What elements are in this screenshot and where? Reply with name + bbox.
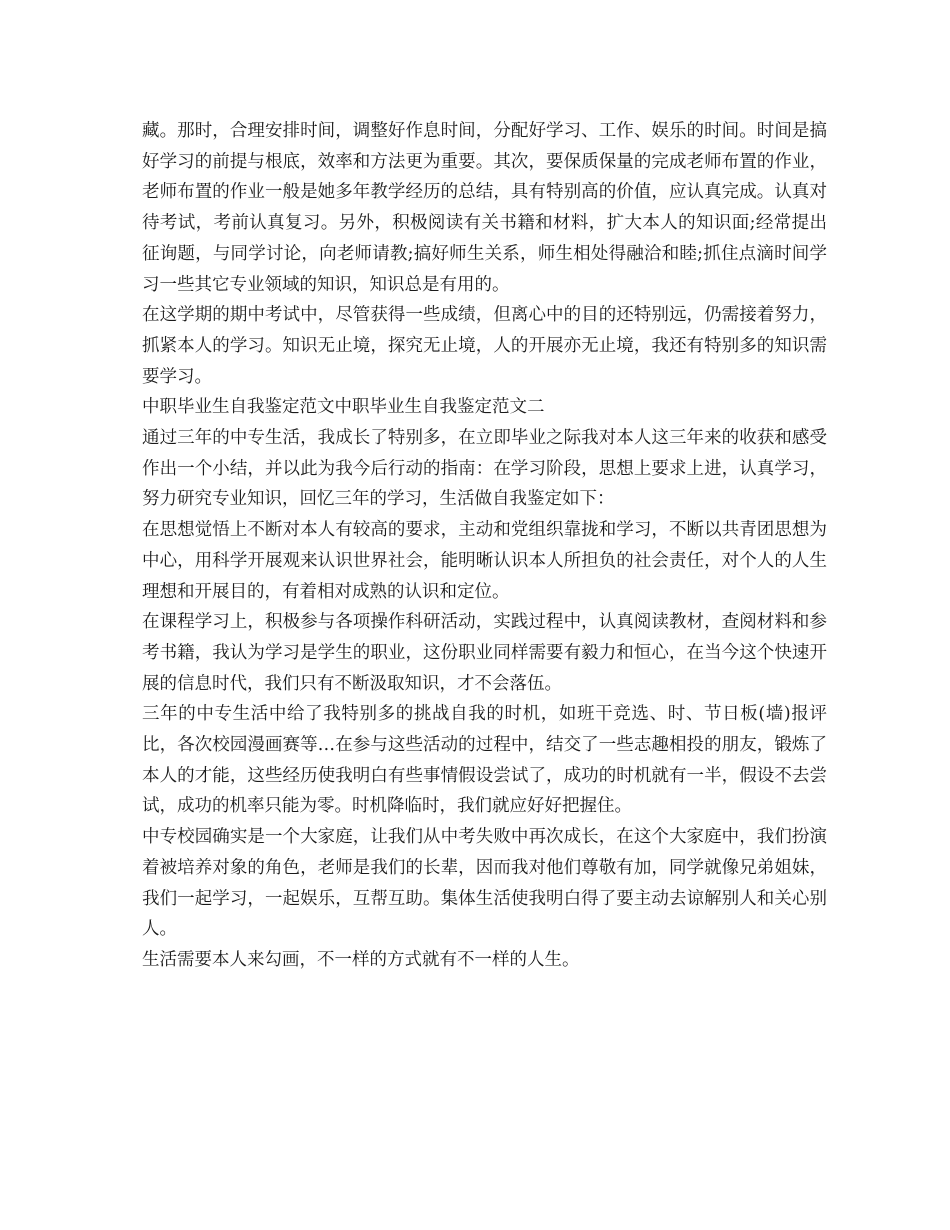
- paragraph-closing: 生活需要本人来勾画，不一样的方式就有不一样的人生。: [142, 949, 580, 970]
- paragraph-midterm-exam: 在这学期的期中考试中，尽管获得一些成绩，但离心中的目的还特别远，仍需接着努力，抓紧本人的学习。知识无止境，探究无止境，人的开展亦无止境，我还有特别多的知识需要学习。: [142, 305, 827, 387]
- paragraph-time-management: 藏。那时，合理安排时间，调整好作息时间，分配好学习、工作、娱乐的时间。时间是搞好学习的前提与根底，效率和方法更为重要。其次，要保质保量的完成老师布置的作业，老师布置的作业一般是她多年教学经历的总结，具有特别高的价值，应认真完成。认真对待考试，考前认真复习。另外，积极阅读有关书籍和材料，扩大本人的知识面;经常提出征询题，与同学讨论，向老师请教;搞好师生关系，师生相处得融洽和睦;抓住点滴时间学习一些其它专业领域的知识，知识总是有用的。: [142, 121, 827, 295]
- document-body: [142, 116, 827, 976]
- paragraph-ideology: 在思想觉悟上不断对本人有较高的要求，主动和党组织靠拢和学习，不断以共青团思想为中心，用科学开展观来认识世界社会，能明晰认识本人所担负的社会责任，对个人的人生理想和开展目的，有着相对成熟的认识和定位。: [142, 520, 827, 602]
- paragraph-coursework: 在课程学习上，积极参与各项操作科研活动，实践过程中，认真阅读教材，查阅材料和参考书籍，我认为学习是学生的职业，这份职业同样需要有毅力和恒心，在当今这个快速开展的信息时代，我们只有不断汲取知识，才不会落伍。: [142, 612, 827, 694]
- paragraph-intro-summary: 通过三年的中专生活，我成长了特别多，在立即毕业之际我对本人这三年来的收获和感受作出一个小结，并以此为我今后行动的指南：在学习阶段，思想上要求上进，认真学习，努力研究专业知识，回忆三年的学习，生活做自我鉴定如下：: [142, 428, 827, 510]
- paragraph-activities: 三年的中专生活中给了我特别多的挑战自我的时机，如班干竞选、时、节日板(墙)报评比，各次校园漫画赛等…在参与这些活动的过程中，结交了一些志趣相投的朋友，锻炼了本人的才能，这些经历使我明白有些事情假设尝试了，成功的时机就有一半，假设不去尝试，成功的机率只能为零。时机降临时，我们就应好好把握住。: [142, 704, 827, 817]
- section-heading: 中职毕业生自我鉴定范文中职毕业生自我鉴定范文二: [142, 397, 545, 418]
- paragraph-school-family: 中专校园确实是一个大家庭，让我们从中考失败中再次成长，在这个大家庭中，我们扮演着被培养对象的角色，老师是我们的长辈，因而我对他们尊敬有加，同学就像兄弟姐妹，我们一起学习，一起娱乐，互帮互助。集体生活使我明白得了要主动去谅解别人和关心别人。: [142, 827, 827, 940]
